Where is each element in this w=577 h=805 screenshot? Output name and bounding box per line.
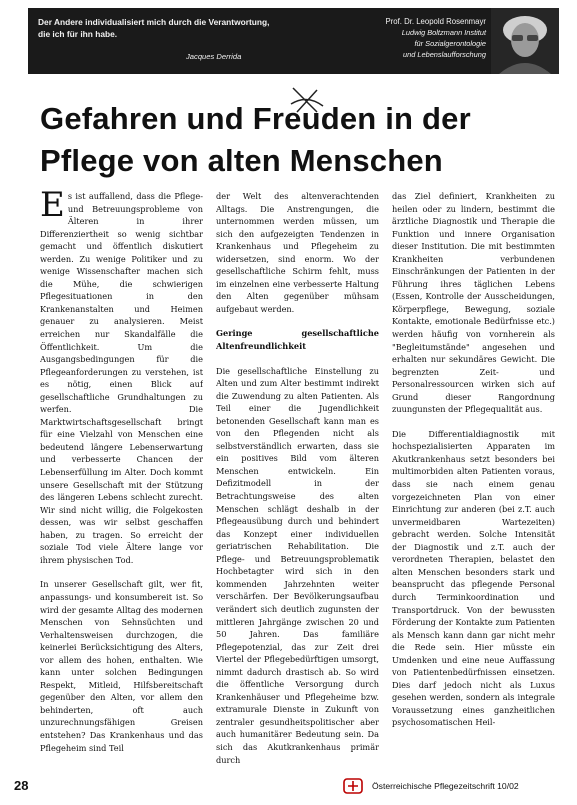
author-info [344,16,486,60]
author-affiliation-line: Ludwig Boltzmann Institut [401,28,486,37]
author-name: Prof. Dr. Leopold Rosenmayr [385,17,486,26]
author-affiliation-line: für Sozialgerontologie [414,39,486,48]
title-line-1: Gefahren und Freuden in der [40,101,471,136]
paragraph: In unserer Gesellschaft gilt, wer fit, anpassungs- und konsumbereit ist. So wird der gesamte Alltag des modernen Menschen von Sehnsüchten und Verhaltensweisen durchzogen, die keinerlei Berücksichtigung des Alters, vor allem des hohen, enthalten. Wie kann unter solchen Bedingungen Respekt, Mitleid, Hilfsbereitschaft gegenüber den Alten, vor allem den behinderten, oft auch unzurechnungsfähigen Greisen entstehen? Das Krankenhaus und das Pflegeheim sind Teil [40,579,203,753]
drop-cap: E [40,190,65,225]
section-subheading: Geringe gesellschaftliche Altenfreundlichkeit [216,328,379,352]
paragraph: Es ist auffallend, dass die Pflege- und Betreuungsprobleme von Älteren in ihrer Differenziertheit so wenig sichtbar gemacht und öffentlich diskutiert werden. Zu wenige Politiker und zu wenige Wissenschafter machen sich die Mühe, die schwierigen Pflegesituationen in den Krankenanstalten und Heimen genauer zu analysieren. Meist erreichen nur Skandalfälle die Öffentlichkeit. Um die Ausgangsbedingungen für die Pflegeanforderungen zu verstehen, ist es nötig, einen Blick auf gesellschaftliche Grundhaltungen zu werfen. Die Marktwirtschaftsgesellschaft bringt für eine Vielzahl von Menschen eine bedeutend längere Lebenserwartung und verbesserte Chancen der Lebenserfüllung im Alter. Doch kommt unsere Gesellschaft mit der Stützung des längeren Lebens schlecht zurecht. Wir sind nicht willig, die Folgekosten dessen, was wir selbst geschaffen haben, zu tragen. So erreicht der soziale Tod viele Ältere lange vor ihrem physischen Tod. [40,190,203,565]
author-portrait [491,8,559,74]
paragraph: das Ziel definiert, Krankheiten zu heilen oder zu lindern, bestimmt die ärztliche Diagnostik und Therapie die Funktion und innere Organisation dieser Institution. Die mit bestimmten Krankheiten verbundenen Einschränkungen der Patienten in der Führung ihres täglichen Lebens (Essen, Kontrolle der Ausscheidungen, Körperpflege, Bewegung, soziale Kontakte, emotionale Bedürfnisse etc.) werden häufig von vornherein als "Begleitumstände" angesehen und erhalten nur sekundäres Gewicht. Die begrenzten Zeit- und Personalressourcen wirken sich auf Grund dieser Rangordnung zuungunsten der Pflegequalität aus. [392,191,555,415]
article-title [40,98,560,182]
banner-quote-author: Jacques Derrida [186,52,242,61]
paragraph: Die gesellschaftliche Einstellung zu Alten und zum Alter bestimmt indirekt die Zuwendung zu alten Patienten. Als Teil einer die Jugendlichkeit betonenden Gesellschaft kann man es von den Pflegenden nicht als selbstverständlich erwarten, dass sie ein positives Bild vom älteren Menschen entwickeln. Ein Defizitmodell in der Betrachtungsweise des alten Menschen schlägt deshalb in der Pflegeausübung durch und behindert das Konzept einer individuellen geriatrischen Rehabilitation. Die Pflege- und Betreuungsproblematik Hochbetagter wird sich in den kommenden Jahrzehnten weiter verschärfen. Der Bevölkerungsaufbau verändert sich deutlich zugunsten der mittleren Jahrgänge zwischen 20 und 50 Jahren. Das familiäre Pflegepotenzial, das zur Zeit drei Viertel der Pflegebedürftigen umsorgt, nimmt dadurch drastisch ab. So wird die öffentliche Versorgung durch Krankenhäuser und Pflegeheime bzw. extramurale Dienste in Zukunft von zentraler gesundheitspolitischer aber auch humanitärer Bedeutung sein. Da sich das Akutkrankenhaus primär durch [216,365,379,765]
author-affiliation-line: und Lebenslaufforschung [402,50,486,59]
paragraph: der Welt des altenverachtenden Alltags. Die Anstrengungen, die unternommen werden müssen, um sich den aufgezeigten Tendenzen in Krankenhaus und Pflegeheim zu widersetzen, sind enorm. Wo der gesellschaftliche Schirm fehlt, muss im einzelnen eine verbesserte Haltung den Alten gegenüber mühsam aufgebaut werden. [216,191,379,314]
journal-title: Österreichische Pflegezeitschrift 10/02 [372,781,519,791]
text-column-3 [392,190,555,778]
page-number: 28 [14,778,29,793]
header-banner [28,8,559,74]
text-column-1 [40,190,203,778]
banner-quote: Der Andere individualisiert mich durch die Verantwortung, die ich für ihn habe. [38,17,270,39]
title-line-2: Pflege von alten Menschen [40,143,443,178]
text-column-2 [216,190,379,778]
journal-logo-icon [343,778,363,794]
paragraph: Die Differentialdiagnostik mit hochspezialisierten Apparaten im Akutkrankenhaus setzt besonders bei multimorbiden alten Patienten voraus, dass sie nach einem genau vorgezeichneten Plan von einer Einrichtung zur anderen (bei z.T. auch unvermeidbaren Wartezeiten) gebracht werden. Solche Intensität der Diagnostik und z.T. auch der verordneten Therapien, belastet den alten Menschen besonders stark und beansprucht das pflegende Personal durch Terminkoordination und Transportdruck. Von der bewussten Förderung der Kontakte zum Patienten als Mensch kann dann gar nicht mehr die Rede sein. Hier müsste ein Umdenken und eine neue Auffassung von Patientenbedürfnissen einsetzen. Dies darf jedoch nicht als Luxus gesehen werden, sondern als integrale Voraussetzung eines ganzheitlichen psychosomatischen Heil- [392,428,555,728]
